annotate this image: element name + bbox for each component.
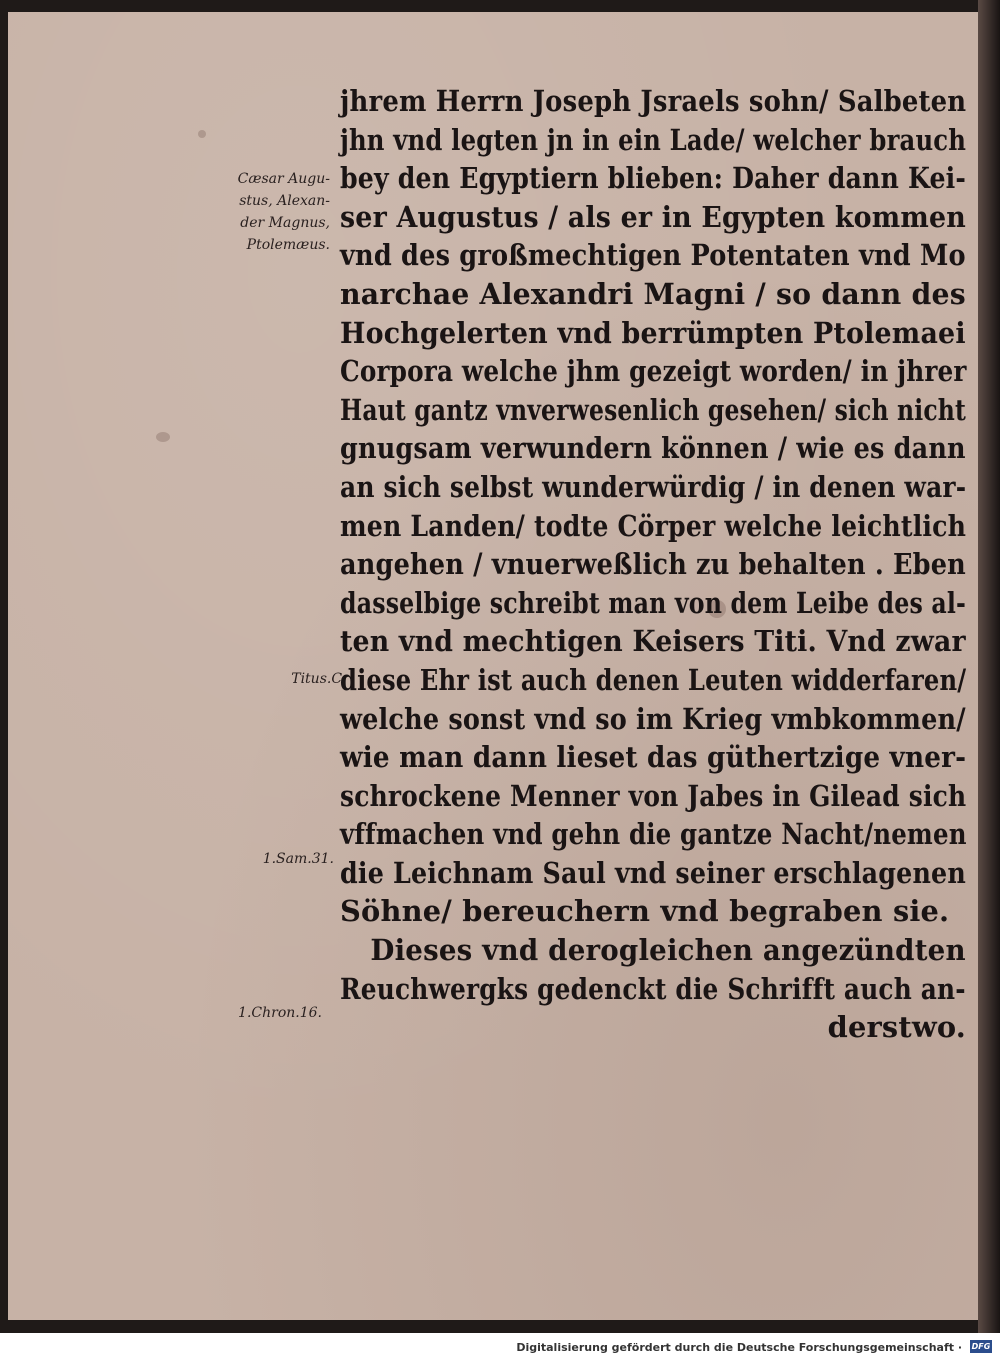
margin-note-line: der Magnus,: [240, 215, 330, 231]
margin-note-samuel: 1.Sam.31.: [262, 851, 334, 867]
margin-note-line: stus, Alexan-: [239, 193, 330, 209]
text-line: Corpora welche jhm gezeigt worden/ in jhrer: [340, 354, 967, 389]
page-stain: [198, 130, 206, 138]
text-line: Söhne/ bereuchern vnd begraben sie.: [340, 894, 950, 929]
text-line: Reuchwergks gedenckt die Schrifft auch an-: [340, 971, 966, 1006]
margin-note-caesar: [200, 168, 330, 256]
text-line: jhn vnd legten jn in ein Lade/ welcher brauch: [340, 122, 967, 157]
text-line: derstwo.: [827, 1010, 967, 1045]
dfg-logo: DFG: [971, 1342, 991, 1351]
page-edge-shadow: [978, 0, 1000, 1333]
footer-credit: Digitalisierung gefördert durch die Deutsche Forschungsgemeinschaft ·: [516, 1341, 962, 1354]
text-line: bey den Egyptiern blieben: Daher dann Kei-: [340, 161, 967, 196]
text-line: ser Augustus / als er in Egypten kommen: [340, 199, 966, 234]
text-line: die Leichnam Saul vnd seiner erschlagenen: [340, 855, 966, 890]
text-line: welche sonst vnd so im Krieg vmbkommen/: [340, 701, 966, 736]
margin-note-chron: 1.Chron.16.: [238, 1005, 322, 1021]
text-line: Hochgelerten vnd berrümpten Ptolemaei: [340, 315, 966, 350]
text-line: diese Ehr ist auch denen Leuten widderfaren/: [340, 662, 967, 697]
text-line: angehen / vnuerweßlich zu behalten . Eben: [340, 547, 966, 582]
text-line: Haut gantz vnverwesenlich gesehen/ sich nicht: [340, 392, 966, 427]
text-line: Dieses vnd deroglеichen angezündten: [370, 933, 966, 968]
margin-note-line: Cæsar Augu-: [237, 171, 330, 187]
main-text-block: [340, 82, 970, 1047]
margin-note-line: Ptolemæus.: [246, 237, 330, 253]
text-line: narchae Alexandri Magni / so dann des: [340, 276, 966, 311]
margin-note-titus: Titus.C.: [291, 671, 346, 687]
text-line: wie man dann lieset das güthertzige vner-: [340, 740, 967, 775]
text-line: ten vnd mechtigen Keisers Titi. Vnd zwar: [340, 624, 966, 659]
text-line: schrockene Menner von Jabes in Gilead sich: [340, 778, 967, 813]
text-line: an sich selbst wunderwürdig / in denen war-: [340, 469, 967, 504]
text-line: dasselbige schreibt man von dem Leibe des al-: [340, 585, 966, 620]
text-line: vffmachen vnd gehn die gantze Nacht/nemen: [340, 817, 967, 852]
footer-bar: [0, 1333, 1000, 1360]
page-stain: [156, 432, 170, 442]
text-line: jhrem Herrn Joseph Jsraels sohn/ Salbeten: [340, 84, 967, 118]
text-line: vnd des großmechtigen Potentaten vnd Mo: [340, 238, 966, 273]
text-line: men Landen/ todte Cörper welche leichtlich: [340, 508, 967, 543]
text-line: gnugsam verwundern können / wie es dann: [340, 431, 966, 466]
